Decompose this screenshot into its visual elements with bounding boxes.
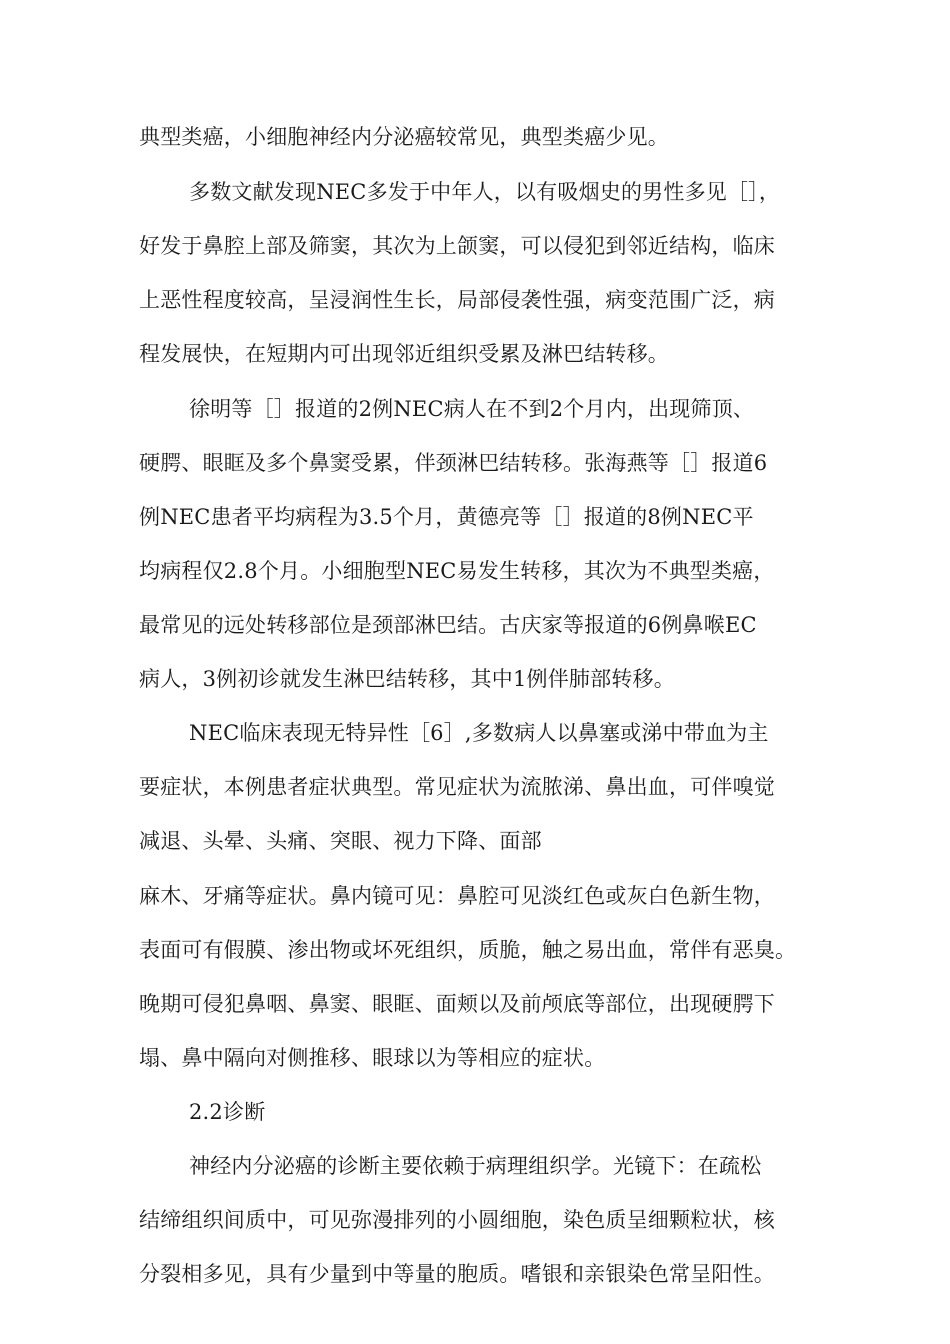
text-line: 塌、鼻中隔向对侧推移、眼球以为等相应的症状。	[139, 1046, 606, 1070]
text-line: 麻木、牙痛等症状。鼻内镜可见：鼻腔可见淡红色或灰白色新生物，	[139, 884, 775, 908]
text-line: 表面可有假膜、渗出物或坏死组织，质脆，触之易出血，常伴有恶臭。	[139, 938, 797, 962]
text-line: 要症状，本例患者症状典型。常见症状为流脓涕、鼻出血，可伴嗅觉	[139, 775, 775, 799]
paragraph-start: NEC临床表现无特异性［6］,多数病人以鼻塞或涕中带血为主	[189, 721, 769, 745]
text-line: 分裂相多见，具有少量到中等量的胞质。嗜银和亲银染色常呈阳性。	[139, 1262, 775, 1286]
text-line: 例NEC患者平均病程为3.5个月，黄德亮等［］报道的8例NEC平	[139, 505, 754, 529]
text-line: 典型类癌，小细胞神经内分泌癌较常见，典型类癌少见。	[139, 125, 669, 149]
paragraph-start: 徐明等［］报道的2例NEC病人在不到2个月内，出现筛顶、	[189, 397, 755, 421]
text-line: 硬腭、眼眶及多个鼻窦受累，伴颈淋巴结转移。张海燕等［］报道6	[139, 451, 768, 475]
paragraph-start: 神经内分泌癌的诊断主要依赖于病理组织学。光镜下：在疏松	[189, 1154, 762, 1178]
text-line: 病人，3例初诊就发生淋巴结转移，其中1例伴肺部转移。	[139, 667, 675, 691]
text-line: 结缔组织间质中，可见弥漫排列的小圆细胞，染色质呈细颗粒状，核	[139, 1208, 775, 1232]
text-line: 晚期可侵犯鼻咽、鼻窦、眼眶、面颊以及前颅底等部位，出现硬腭下	[139, 992, 775, 1016]
text-line: 好发于鼻腔上部及筛窦，其次为上颌窦，可以侵犯到邻近结构，临床	[139, 234, 775, 258]
text-line: 均病程仅2.8个月。小细胞型NEC易发生转移，其次为不典型类癌，	[139, 559, 775, 583]
text-line: 最常见的远处转移部位是颈部淋巴结。古庆家等报道的6例鼻喉EC	[139, 613, 757, 637]
paragraph-start: 多数文献发现NEC多发于中年人，以有吸烟史的男性多见［］，	[189, 180, 781, 204]
text-line: 上恶性程度较高，呈浸润性生长，局部侵袭性强，病变范围广泛，病	[139, 288, 775, 312]
text-line: 减退、头晕、头痛、突眼、视力下降、面部	[139, 829, 542, 853]
section-heading: 2.2诊断	[189, 1100, 266, 1124]
text-line: 程发展快，在短期内可出现邻近组织受累及淋巴结转移。	[139, 342, 669, 366]
